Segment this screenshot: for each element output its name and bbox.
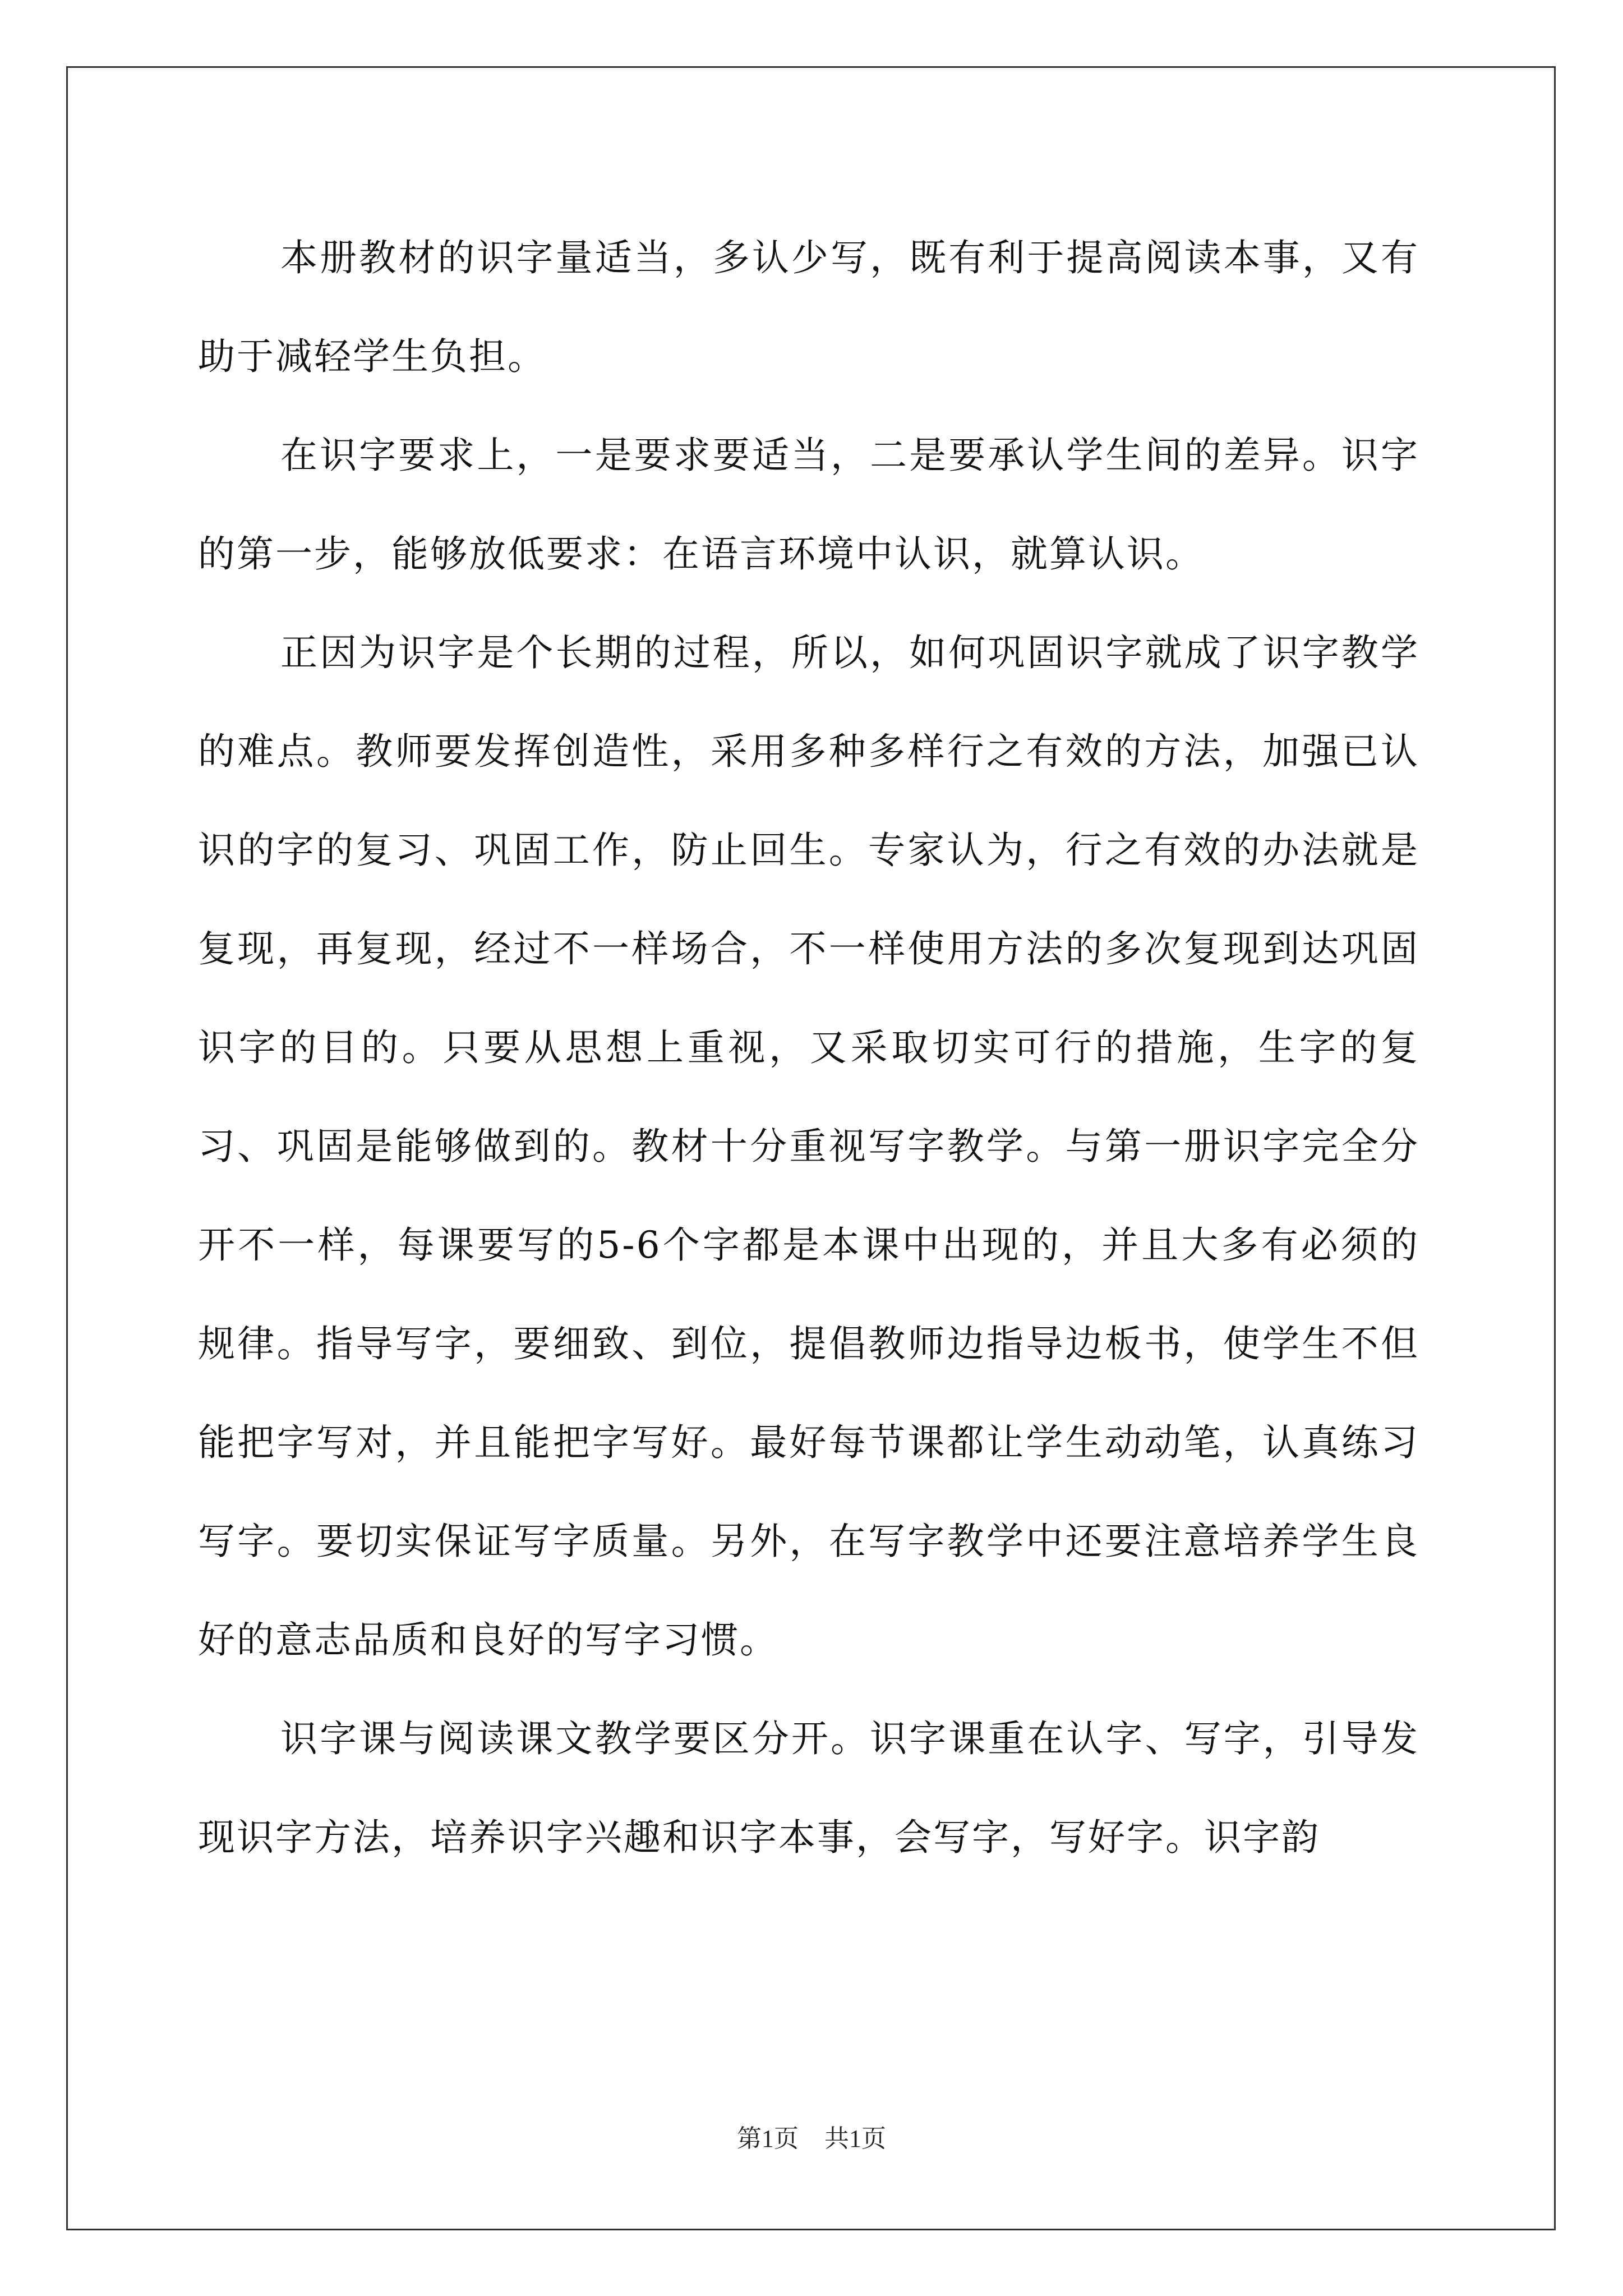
- paragraph-1: 本册教材的识字量适当，多认少写，既有利于提高阅读本事，又有助于减轻学生负担。: [198, 236, 1419, 378]
- paragraph-3: 正因为识字是个长期的过程，所以，如何巩固识字就成了识字教学的难点。教师要发挥创造性，采用多种多样行之有效的方法，加强已认识的字的复习、巩固工作，防止回生。专家认为，行之有效的办法就是复现，再复现，经过不一样场合，不一样使用方法的多次复现到达巩固识字的目的。只要从思想上重视，又采取切实可行的措施，生字的复习、巩固是能够做到的。教材十分重视写字教学。与第一册识字完全分开不一样，每课要写的5-6个字都是本课中出现的，并且大多有必须的规律。指导写字，要细致、到位，提倡教师边指导边板书，使学生不但能把字写对，并且能把字写好。最好每节课都让学生动动笔，认真练习写字。要切实保证写字质量。另外，在写字教学中还要注意培养学生良好的意志品质和良好的写字习惯。: [198, 631, 1419, 1662]
- document-body: [198, 209, 1419, 1887]
- paragraph-4: 识字课与阅读课文教学要区分开。识字课重在认字、写字，引导发现识字方法，培养识字兴趣和识字本事，会写字，写好字。识字韵: [198, 1717, 1419, 1859]
- paragraph-2: 在识字要求上，一是要求要适当，二是要承认学生间的差异。识字的第一步，能够放低要求：在语言环境中认识，就算认识。: [198, 434, 1419, 576]
- page-total: 共1页: [824, 2125, 886, 2152]
- page-footer: [0, 2118, 1623, 2154]
- page-number: 第1页: [737, 2125, 799, 2152]
